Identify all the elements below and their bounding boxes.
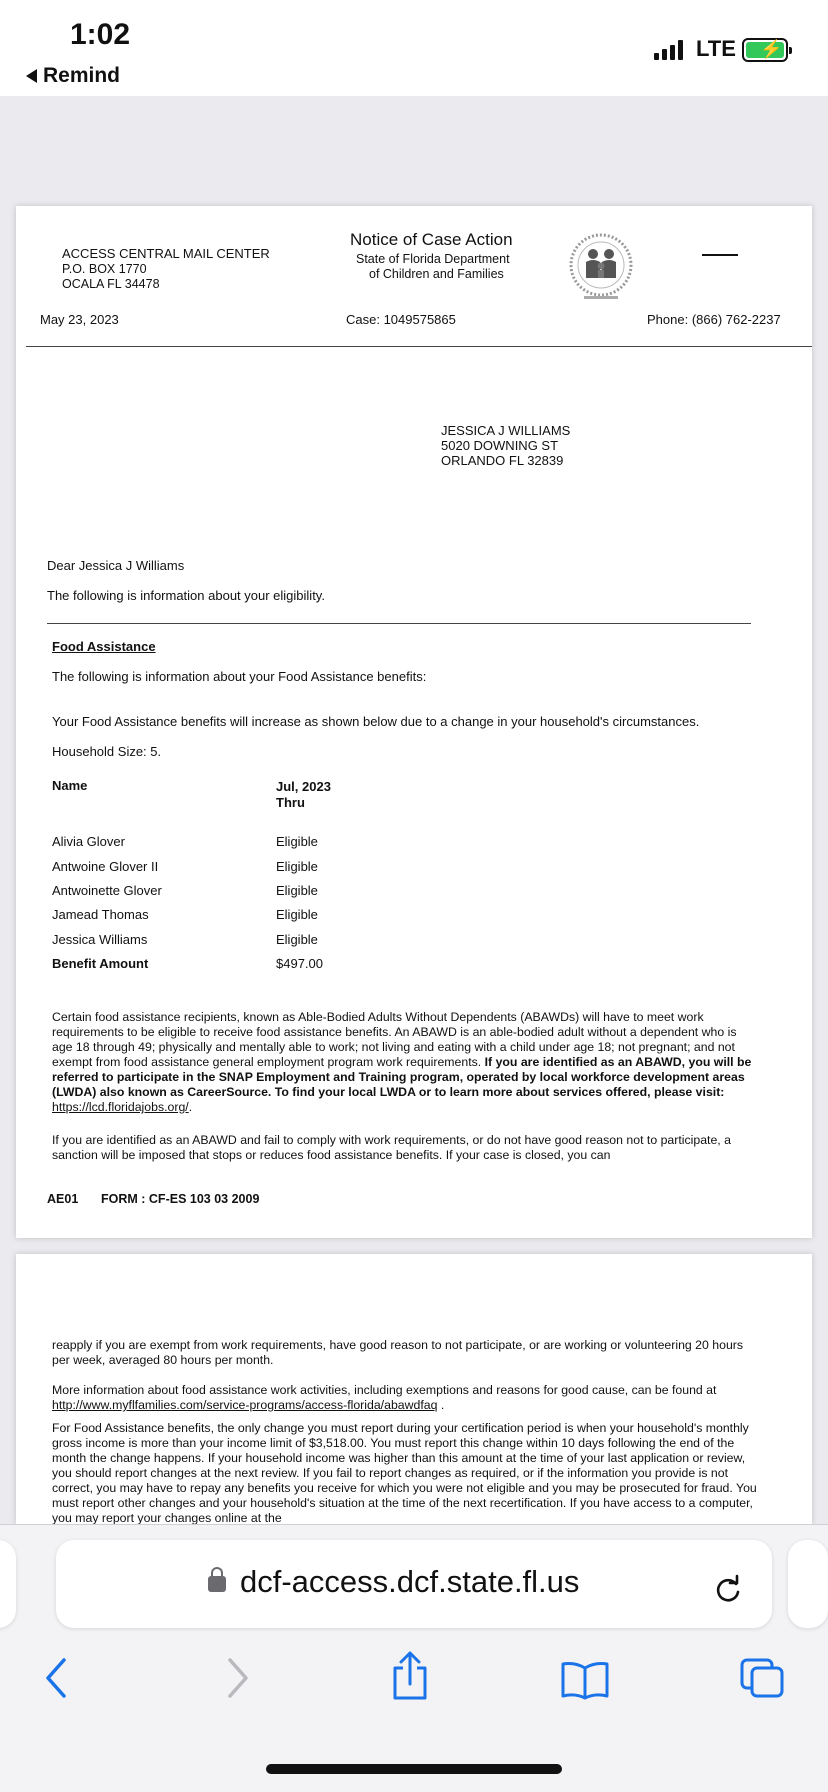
phone-number: Phone: (866) 762-2237 — [647, 312, 781, 327]
form-code: AE01 — [47, 1192, 79, 1206]
abawd-faq-link[interactable]: http://www.myflfamilies.com/service-programs/access-florida/abawdfaq — [52, 1398, 438, 1412]
table-row-name: Jessica Williams — [52, 932, 148, 947]
document-page-2 — [16, 1254, 812, 1524]
back-to-app-link[interactable] — [26, 64, 120, 88]
eligibility-intro: The following is information about your eligibility. — [47, 588, 325, 603]
benefit-amount-value: $497.00 — [276, 956, 323, 971]
recipient-line-2: 5020 DOWNING ST — [441, 438, 559, 453]
clock: 1:02 — [70, 18, 131, 51]
tabs-icon[interactable] — [738, 1656, 786, 1700]
form-id: FORM : CF-ES 103 03 2009 — [101, 1192, 260, 1206]
sanction-paragraph: If you are identified as an ABAWD and fail to comply with work requirements, or do not have good reason not to participate, a sanction will be imposed that stops or reduces food assistance benefits. If your case is closed, you can — [52, 1133, 731, 1162]
next-tab-edge[interactable] — [788, 1540, 828, 1628]
careersource-link[interactable]: https://lcd.floridajobs.org/ — [52, 1100, 189, 1114]
back-arrow-icon — [26, 69, 37, 83]
abawd-paragraph: Certain food assistance recipients, known as Able-Bodied Adults Without Dependents (ABAWDs) will have to meet work requirements to be eligible to receive food assistance benefits. An ABAWD is an able-bodied adult without a dependent who is age 18 through 49; physically and mentally able to work; not living and eating with a child under age 18; not pregnant; and not exempt from food assistance general employment program work requirements. If you are identified as an ABAWD, you will be referred to participate in the SNAP Employment and Training program, operated by local workforce development areas (LWDA) also known as CareerSource. To find your local LWDA or to learn more about services offered, please visit: https://lcd.floridajobs.org/. — [52, 1010, 752, 1114]
home-indicator[interactable] — [266, 1764, 562, 1774]
prev-tab-edge[interactable] — [0, 1540, 16, 1628]
section-title: Food Assistance — [52, 639, 156, 654]
document-page-1 — [16, 206, 812, 1238]
recipient-line-1: JESSICA J WILLIAMS — [441, 423, 571, 438]
table-row-name: Antwoine Glover II — [52, 859, 159, 874]
table-row-status: Eligible — [276, 834, 318, 849]
signal-icon — [654, 40, 683, 60]
notice-date: May 23, 2023 — [40, 312, 119, 327]
table-header-name: Name — [52, 778, 88, 793]
table-row-name: Jamead Thomas — [52, 907, 149, 922]
greeting: Dear Jessica J Williams — [47, 558, 185, 573]
url-text[interactable]: dcf-access.dcf.state.fl.us — [240, 1564, 580, 1599]
sender-line-1: ACCESS CENTRAL MAIL CENTER — [62, 246, 270, 261]
sender-line-3: OCALA FL 34478 — [62, 277, 160, 291]
reload-icon[interactable] — [712, 1574, 744, 1606]
lock-icon — [208, 1576, 226, 1592]
header-dash — [702, 254, 738, 256]
household-size: Household Size: 5. — [52, 744, 162, 759]
share-icon[interactable] — [389, 1650, 431, 1702]
table-header-thru: Thru — [276, 795, 305, 810]
table-row-name: Alivia Glover — [52, 834, 125, 849]
agency-line-1: State of Florida Department — [356, 252, 510, 266]
table-row-status: Eligible — [276, 859, 318, 874]
back-app-label: Remind — [43, 64, 121, 87]
benefit-amount-label: Benefit Amount — [52, 956, 149, 971]
recipient-line-3: ORLANDO FL 32839 — [441, 453, 564, 468]
section-intro: The following is information about your Food Assistance benefits: — [52, 669, 427, 684]
sender-line-2: P.O. BOX 1770 — [62, 262, 147, 276]
case-number: Case: 1049575865 — [346, 312, 456, 327]
agency-line-2: of Children and Families — [369, 267, 504, 281]
dcf-seal-logo — [564, 232, 638, 302]
battery-icon: ⚡ — [742, 38, 788, 62]
increase-text: Your Food Assistance benefits will increase as shown below due to a change in your household's circumstances. — [52, 714, 700, 729]
intro-divider — [47, 623, 751, 624]
forward-icon[interactable] — [220, 1656, 254, 1700]
table-row-status: Eligible — [276, 932, 318, 947]
table-row-status: Eligible — [276, 907, 318, 922]
table-row-status: Eligible — [276, 883, 318, 898]
header-divider — [26, 346, 812, 347]
back-icon[interactable] — [40, 1656, 74, 1700]
network-type: LTE — [696, 36, 736, 61]
more-info-paragraph: More information about food assistance work activities, including exemptions and reasons for good cause, can be found at http://www.myflfamilies.com/service-programs/access-florida/abawdfaq . — [52, 1383, 717, 1412]
bookmarks-icon[interactable] — [560, 1660, 610, 1700]
reapply-paragraph: reapply if you are exempt from work requirements, have good reason to not participate, or are working or volunteering 20 hours per week, averaged 80 hours per month. — [52, 1338, 744, 1367]
reporting-paragraph: For Food Assistance benefits, the only change you must report during your certification period is when your household's monthly gross income is more than your income limit of $3,518.00. You must report this change within 10 days following the end of the month the change happens. If your household income was higher than this amount at the time of your last application or review, you should report changes at the next review. If you fail to report changes as required, or if the information you provide is not correct, you may have to repay any benefits you receive for which you were not eligible and you may be prosecuted for fraud. You must report other changes and your household's situation at the time of the next recertification. If you have access to a computer, you may report your changes online at the — [52, 1421, 757, 1524]
status-bar — [0, 0, 828, 96]
table-header-period: Jul, 2023 — [276, 779, 331, 794]
table-row-name: Antwoinette Glover — [52, 883, 162, 898]
notice-title: Notice of Case Action — [350, 230, 513, 249]
